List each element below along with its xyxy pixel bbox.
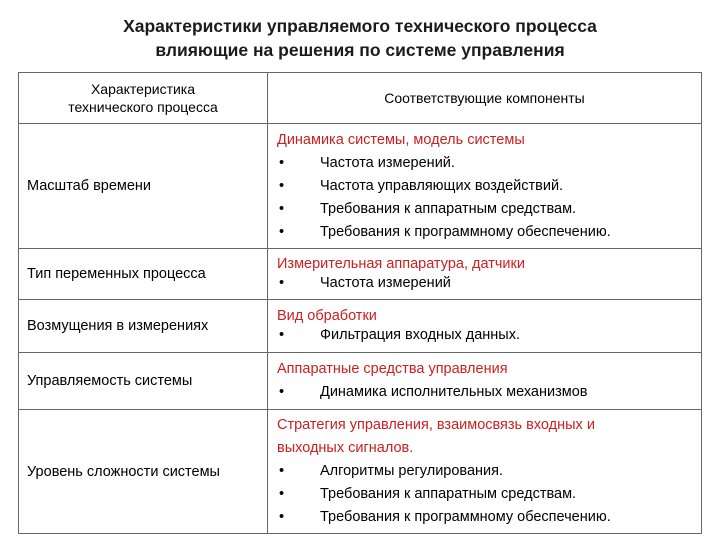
bullet-text: Требования к программному обеспечению. bbox=[320, 509, 611, 525]
component-heading: Вид обработки bbox=[277, 308, 377, 324]
bullet-item bbox=[277, 326, 695, 345]
characteristics-table bbox=[18, 72, 702, 534]
bullet-icon: • bbox=[279, 509, 285, 525]
component-heading-line-1: Стратегия управления, взаимосвязь входных и bbox=[277, 417, 595, 433]
header-characteristic-line-1: Характеристика bbox=[90, 81, 196, 97]
title-line-2: влияющие на решения по системе управления bbox=[155, 40, 565, 60]
component-heading: Динамика системы, модель системы bbox=[277, 131, 525, 148]
row-label: Тип переменных процесса bbox=[19, 249, 268, 300]
table-header-row bbox=[19, 73, 702, 124]
bullet-text: Частота управляющих воздействий. bbox=[320, 177, 564, 194]
row-components bbox=[268, 249, 702, 300]
slide-title bbox=[0, 14, 720, 62]
table-row bbox=[19, 124, 702, 249]
table-row bbox=[19, 410, 702, 534]
row-label: Масштаб времени bbox=[19, 124, 268, 249]
bullet-text: Фильтрация входных данных. bbox=[320, 327, 521, 343]
row-components bbox=[268, 124, 702, 249]
bullet-item bbox=[277, 198, 695, 221]
table-row bbox=[19, 249, 702, 300]
bullet-icon: • bbox=[279, 154, 285, 171]
table-row bbox=[19, 353, 702, 410]
bullet-text: Частота измерений bbox=[320, 275, 451, 291]
bullet-icon: • bbox=[279, 327, 285, 343]
bullet-text: Алгоритмы регулирования. bbox=[320, 463, 504, 479]
row-label: Управляемость системы bbox=[19, 353, 268, 410]
bullet-text: Требования к аппаратным средствам. bbox=[320, 200, 577, 217]
bullet-item bbox=[277, 506, 695, 529]
bullet-text: Динамика исполнительных механизмов bbox=[320, 384, 588, 400]
bullet-item bbox=[277, 381, 695, 404]
row-components bbox=[268, 410, 702, 534]
bullet-text: Требования к программному обеспечению. bbox=[320, 223, 611, 240]
header-characteristic-line-2: технического процесса bbox=[68, 99, 218, 115]
bullet-icon: • bbox=[279, 384, 285, 400]
table-row bbox=[19, 300, 702, 353]
bullet-item bbox=[277, 483, 695, 506]
row-label: Уровень сложности системы bbox=[19, 410, 268, 534]
bullet-text: Частота измерений. bbox=[320, 154, 455, 171]
component-heading: Измерительная аппаратура, датчики bbox=[277, 256, 525, 272]
bullet-item bbox=[277, 152, 695, 175]
header-characteristic bbox=[19, 73, 268, 124]
bullet-item bbox=[277, 460, 695, 483]
bullet-icon: • bbox=[279, 463, 285, 479]
bullet-text: Требования к аппаратным средствам. bbox=[320, 486, 577, 502]
component-heading: Аппаратные средства управления bbox=[277, 361, 508, 377]
title-line-1: Характеристики управляемого технического процесса bbox=[123, 16, 597, 36]
bullet-icon: • bbox=[279, 223, 285, 240]
component-heading-line-2: выходных сигналов. bbox=[277, 440, 414, 456]
bullet-item bbox=[277, 221, 695, 244]
bullet-icon: • bbox=[279, 177, 285, 194]
bullet-item bbox=[277, 274, 695, 293]
header-components: Соответствующие компоненты bbox=[268, 73, 702, 124]
row-components bbox=[268, 300, 702, 353]
bullet-icon: • bbox=[279, 200, 285, 217]
bullet-icon: • bbox=[279, 275, 285, 291]
bullet-icon: • bbox=[279, 486, 285, 502]
bullet-item bbox=[277, 175, 695, 198]
row-components bbox=[268, 353, 702, 410]
row-label: Возмущения в измерениях bbox=[19, 300, 268, 353]
